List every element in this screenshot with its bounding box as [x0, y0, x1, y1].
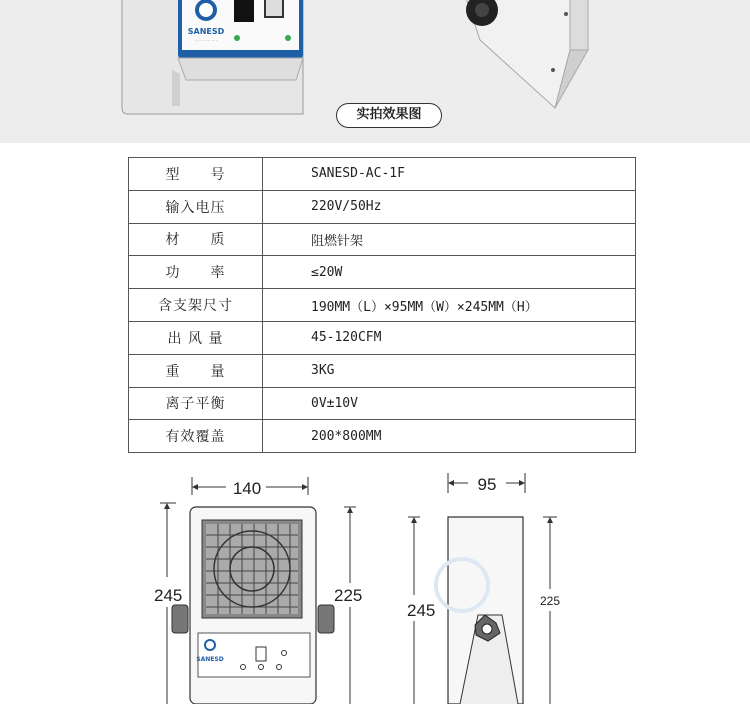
spec-key: 型 号: [129, 158, 263, 191]
side-view: [407, 473, 560, 704]
table-row: [129, 223, 636, 256]
spec-key: 功 率: [129, 256, 263, 289]
table-row: [129, 321, 636, 354]
spec-value: 220V/50Hz: [263, 190, 636, 223]
spec-value: 190MM（L）×95MM（W）×245MM（H）: [263, 289, 636, 322]
dim-front-height-inner: 225: [334, 586, 363, 605]
dim-side-height-inner: 225: [540, 594, 561, 608]
spec-table: [128, 157, 636, 453]
table-row: [129, 289, 636, 322]
dimension-drawing: [130, 465, 600, 704]
drawing-brand-label: SANESD: [196, 656, 224, 663]
table-row: [129, 190, 636, 223]
dim-front-width: 140: [232, 479, 262, 498]
dim-front-height-outer: 245: [154, 586, 183, 605]
spec-key: 含支架尺寸: [129, 289, 263, 322]
svg-text:· · · · · · · · ·: · · · · · · · · ·: [195, 38, 217, 43]
product-photo-band: [0, 0, 750, 143]
table-row: [129, 256, 636, 289]
spec-value: SANESD-AC-1F: [263, 158, 636, 191]
table-row: [129, 420, 636, 453]
spec-value: 45-120CFM: [263, 321, 636, 354]
dim-side-width: 95: [477, 475, 497, 494]
device-brand-label: SANESD: [187, 27, 225, 36]
spec-key: 有效覆盖: [129, 420, 263, 453]
spec-value: 200*800MM: [263, 420, 636, 453]
spec-value: 阻燃针架: [263, 223, 636, 256]
spec-key: 离子平衡: [129, 387, 263, 420]
spec-key: 重 量: [129, 354, 263, 387]
spec-value: 3KG: [263, 354, 636, 387]
spec-key: 输入电压: [129, 190, 263, 223]
spec-key: 出 风 量: [129, 321, 263, 354]
photo-caption-badge: 实拍效果图: [336, 103, 442, 128]
dim-side-height-outer: 245: [407, 601, 436, 620]
spec-value: ≤20W: [263, 256, 636, 289]
table-row: [129, 354, 636, 387]
spec-key: 材 质: [129, 223, 263, 256]
ionizer-side-photo: [420, 0, 620, 110]
front-view: [154, 477, 362, 704]
table-row: [129, 158, 636, 191]
ionizer-front-photo: [118, 0, 308, 120]
table-row: [129, 387, 636, 420]
spec-value: 0V±10V: [263, 387, 636, 420]
